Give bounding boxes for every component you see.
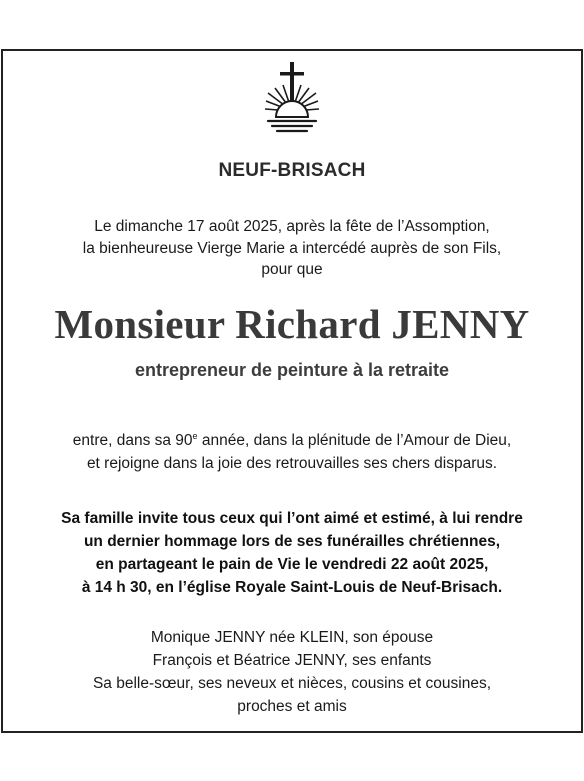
ceremony-line: un dernier hommage lors de ses funérailles chrétiennes,	[83, 533, 501, 550]
ceremony-line: en partageant le pain de Vie le vendredi 22 août 2025,	[95, 556, 489, 573]
deceased-occupation: entrepreneur de peinture à la retraite	[134, 360, 450, 380]
age-line	[0, 430, 584, 453]
age-line-before: entre, dans sa 90	[72, 432, 193, 449]
locality-heading: NEUF-BRISACH	[218, 160, 366, 181]
family-line: François et Béatrice JENNY, ses enfants	[152, 652, 432, 669]
family-line: proches et amis	[237, 698, 347, 715]
intro-line: pour que	[261, 261, 323, 278]
intro-text	[0, 216, 584, 281]
family-signatures	[0, 626, 584, 718]
intro-line: la bienheureuse Vierge Marie a intercédé auprès de son Fils,	[82, 239, 502, 257]
cross-rising-sun-icon	[262, 61, 322, 137]
deceased-name: Monsieur Richard JENNY	[54, 301, 530, 347]
family-line: Monique JENNY née KLEIN, son épouse	[150, 629, 434, 646]
age-superscript: e	[192, 430, 198, 441]
family-line: Sa belle-sœur, ses neveux et nièces, cousins et cousines,	[92, 675, 492, 692]
age-text	[0, 430, 584, 475]
intro-line: Le dimanche 17 août 2025, après la fête de l’Assomption,	[94, 218, 490, 235]
ceremony-details	[0, 507, 584, 599]
age-line-2: et rejoigne dans la joie des retrouvailles ses chers disparus.	[86, 454, 498, 472]
ceremony-line: Sa famille invite tous ceux qui l’ont aimé et estimé, à lui rendre	[61, 510, 523, 527]
age-line-after: année, dans la plénitude de l’Amour de Dieu,	[197, 432, 512, 449]
ceremony-line: à 14 h 30, en l’église Royale Saint-Louis de Neuf-Brisach.	[81, 579, 503, 596]
